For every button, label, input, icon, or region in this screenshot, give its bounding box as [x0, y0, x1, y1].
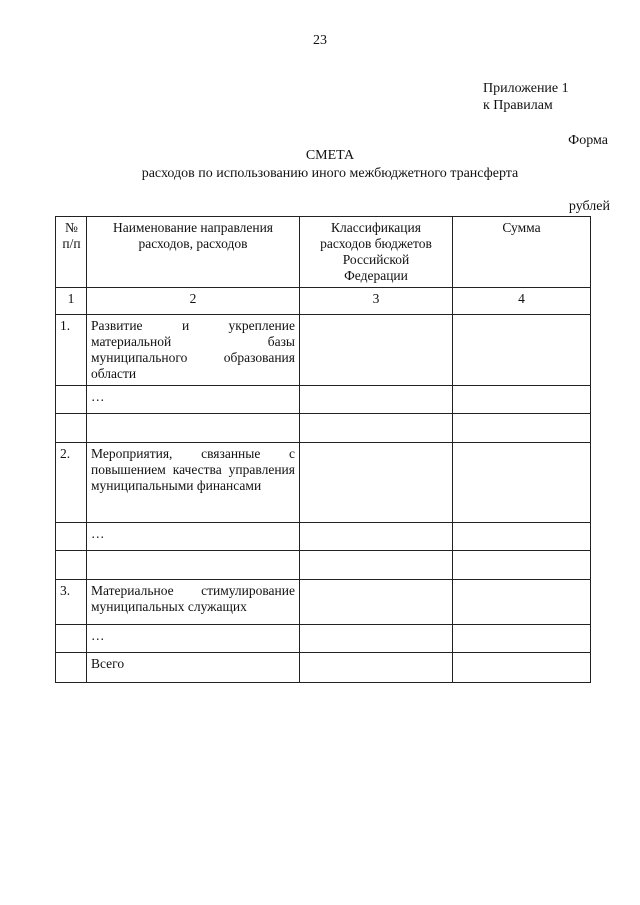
header-sum: Сумма: [453, 217, 591, 288]
title-main: СМЕТА: [305, 148, 355, 163]
row-number: [56, 625, 87, 653]
table-row: [56, 386, 591, 414]
row-name: Развитие и укрепление материальной базы муниципального образования области: [87, 315, 300, 386]
column-number-cell: 3: [300, 288, 453, 315]
row-name: [87, 551, 300, 580]
row-number: [56, 653, 87, 683]
appendix-line-1: Приложение 1: [483, 81, 569, 96]
row-sum: [453, 580, 591, 625]
row-number: [56, 523, 87, 551]
header-number: № п/п: [56, 217, 87, 288]
total-row: [56, 653, 591, 683]
row-name: …: [87, 523, 300, 551]
row-classification: [300, 386, 453, 414]
row-name: [87, 414, 300, 443]
row-number: 3.: [56, 580, 87, 625]
row-number: [56, 551, 87, 580]
row-name: …: [87, 625, 300, 653]
row-classification: [300, 443, 453, 523]
table-row: [56, 523, 591, 551]
row-sum: [453, 443, 591, 523]
table-row: [56, 443, 591, 523]
table-row: [56, 414, 591, 443]
header-name: Наименование направления расходов, расходов: [87, 217, 300, 288]
row-name: …: [87, 386, 300, 414]
appendix-line-2: к Правилам: [483, 98, 553, 113]
column-number-cell: 4: [453, 288, 591, 315]
table-header-row: [56, 217, 591, 288]
row-number: [56, 386, 87, 414]
row-name: Мероприятия, связанные с повышением качества управления муниципальными финансами: [87, 443, 300, 523]
row-sum: [453, 625, 591, 653]
table-row: [56, 580, 591, 625]
row-classification: [300, 315, 453, 386]
row-number: 2.: [56, 443, 87, 523]
document-title: [0, 147, 640, 183]
page-number: 23: [313, 33, 327, 48]
row-number: [56, 414, 87, 443]
appendix-reference: [483, 80, 569, 114]
form-label: Форма: [568, 133, 608, 148]
row-classification: [300, 523, 453, 551]
row-classification: [300, 653, 453, 683]
column-number-cell: 1: [56, 288, 87, 315]
row-sum: [453, 653, 591, 683]
row-sum: [453, 551, 591, 580]
title-sub: расходов по использованию иного межбюджетного трансферта: [141, 166, 519, 181]
row-classification: [300, 414, 453, 443]
row-sum: [453, 386, 591, 414]
table-row: [56, 625, 591, 653]
row-number: 1.: [56, 315, 87, 386]
total-label: Всего: [87, 653, 300, 683]
row-classification: [300, 551, 453, 580]
row-sum: [453, 523, 591, 551]
column-number-row: [56, 288, 591, 315]
row-classification: [300, 625, 453, 653]
row-name: Материальное стимулирование муниципальных служащих: [87, 580, 300, 625]
row-classification: [300, 580, 453, 625]
row-sum: [453, 315, 591, 386]
header-classification: Классификация расходов бюджетов Российской Федерации: [300, 217, 453, 288]
row-sum: [453, 414, 591, 443]
table-row: [56, 315, 591, 386]
currency-unit: рублей: [568, 199, 610, 214]
table-row: [56, 551, 591, 580]
estimate-table: [55, 216, 591, 683]
column-number-cell: 2: [87, 288, 300, 315]
